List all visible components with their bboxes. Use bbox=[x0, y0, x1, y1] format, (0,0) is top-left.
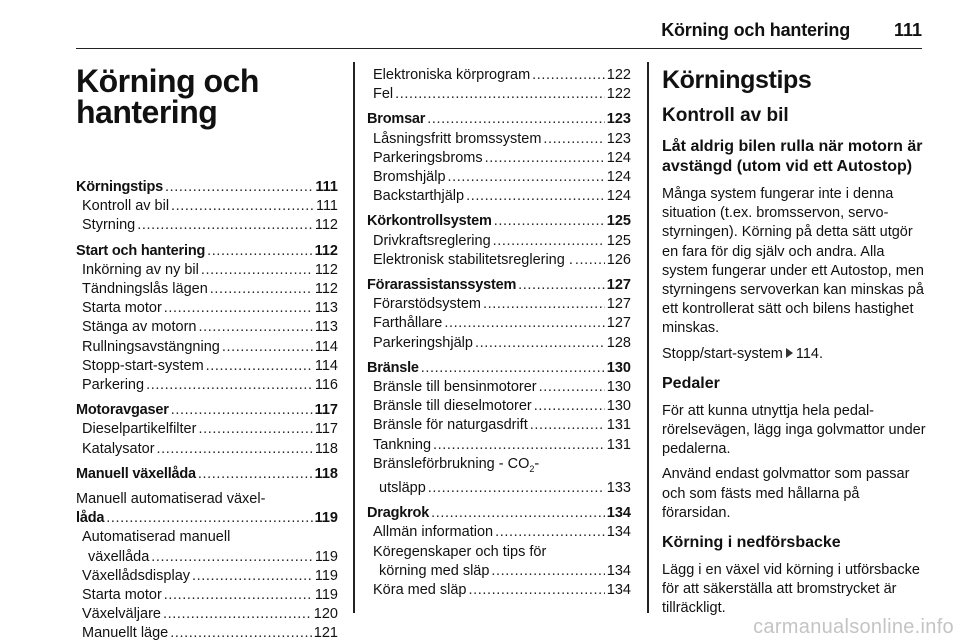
toc-entry[interactable] bbox=[367, 251, 631, 270]
topic-heading: Pedaler bbox=[662, 374, 720, 392]
page-reference-arrow-icon bbox=[786, 348, 793, 358]
toc-entry[interactable] bbox=[76, 376, 338, 395]
toc-section-entry[interactable] bbox=[76, 242, 338, 261]
toc-entry-page: 119 bbox=[314, 587, 338, 604]
toc-entry-page: 125 bbox=[606, 232, 631, 249]
toc-entry-page: 123 bbox=[606, 111, 631, 128]
toc-entry[interactable] bbox=[367, 85, 631, 104]
toc-list bbox=[76, 490, 338, 567]
dot-leader bbox=[421, 359, 605, 378]
toc-entry-title: Starta motor bbox=[82, 587, 162, 604]
toc-entry-title: Bromshjälp bbox=[373, 169, 446, 186]
toc-column-2 bbox=[367, 66, 631, 600]
toc-entry-page: 126 bbox=[606, 251, 631, 268]
toc-entry-title: Katalysator bbox=[82, 440, 155, 457]
dot-leader bbox=[444, 314, 604, 333]
toc-entry[interactable] bbox=[76, 261, 338, 280]
toc-entry-title: Bränsle för naturgasdrift bbox=[373, 417, 528, 434]
dot-leader bbox=[448, 168, 605, 187]
dot-leader bbox=[431, 504, 605, 523]
toc-entry[interactable] bbox=[367, 130, 631, 149]
dot-leader bbox=[483, 295, 605, 314]
subsection-heading: Kontroll av bil bbox=[662, 105, 789, 126]
toc-list bbox=[367, 66, 631, 455]
toc-entry-title: Parkering bbox=[82, 377, 145, 394]
toc-entry[interactable] bbox=[367, 416, 631, 435]
toc-entry[interactable] bbox=[76, 440, 338, 459]
dot-leader bbox=[466, 187, 605, 206]
toc-entry-title: Elektroniska körprogram bbox=[373, 67, 531, 83]
toc-entry[interactable] bbox=[367, 436, 631, 455]
dot-leader bbox=[192, 567, 313, 586]
dot-leader bbox=[164, 299, 313, 318]
toc-entry[interactable] bbox=[367, 232, 631, 251]
toc-section-entry[interactable] bbox=[367, 276, 631, 295]
page-header bbox=[76, 14, 922, 49]
toc-entry[interactable] bbox=[367, 314, 631, 333]
toc-entry-title: Bromsar bbox=[367, 111, 426, 128]
toc-entry-page: 118 bbox=[314, 440, 338, 457]
running-header-title: Körning och hantering bbox=[661, 20, 850, 40]
section-heading: Körningstips bbox=[662, 66, 812, 94]
toc-entry-page: 121 bbox=[313, 625, 338, 642]
toc-entry-title: Körkontrollsystem bbox=[367, 213, 492, 230]
toc-section-entry[interactable] bbox=[76, 401, 338, 420]
toc-entry-page: 112 bbox=[314, 217, 338, 234]
toc-entry-page: 130 bbox=[606, 359, 631, 376]
toc-entry-page: 112 bbox=[314, 281, 338, 298]
dot-leader bbox=[206, 357, 313, 376]
toc-section-entry[interactable] bbox=[76, 178, 338, 197]
toc-entry[interactable] bbox=[76, 624, 338, 643]
dot-leader bbox=[171, 197, 314, 216]
dot-leader bbox=[146, 376, 313, 395]
toc-entry-page: 119 bbox=[314, 567, 338, 584]
toc-entry-title: Köra med släp bbox=[373, 581, 467, 598]
toc-entry-page: 117 bbox=[314, 402, 338, 419]
dot-leader bbox=[469, 581, 605, 600]
dot-leader bbox=[433, 436, 605, 455]
toc-entry-title: Manuellt läge bbox=[82, 625, 169, 642]
cross-reference-link[interactable]: 114. bbox=[795, 345, 824, 362]
dot-leader bbox=[201, 261, 313, 280]
toc-entry-title: Fel bbox=[373, 86, 394, 103]
toc-entry[interactable] bbox=[76, 280, 338, 299]
toc-entry-title: Växelväljare bbox=[82, 606, 161, 623]
toc-entry-page: 114 bbox=[314, 338, 338, 355]
watermark: carmanualsonline.info bbox=[753, 616, 954, 638]
topic-heading: Låt aldrig bilen rulla när motorn är avstängd (utom vid ett Autostop) bbox=[662, 138, 923, 175]
dot-leader bbox=[198, 420, 312, 439]
dot-leader bbox=[198, 465, 313, 484]
toc-list bbox=[367, 543, 631, 581]
body-paragraph: Lägg i en växel vid körning i utförsbacke för att säkerställa att bromstrycket är tillräckligt. bbox=[662, 562, 920, 617]
toc-entry-title: Växellådsdisplay bbox=[82, 567, 191, 584]
toc-entry-title: Bränsle till bensinmotorer bbox=[373, 379, 537, 396]
body-paragraph: För att kunna utnyttja hela pedalrörelsevägen, lägg inga golvmattor under pedalerna. bbox=[662, 402, 926, 458]
toc-entry-page: 131 bbox=[606, 417, 631, 434]
toc-entry-title: Dragkrok bbox=[367, 505, 430, 522]
toc-entry-title: Starta motor bbox=[82, 300, 162, 317]
dot-leader bbox=[210, 280, 313, 299]
toc-list bbox=[76, 567, 338, 644]
dot-leader bbox=[495, 523, 605, 542]
toc-entry-page: 124 bbox=[606, 169, 631, 186]
toc-entry[interactable] bbox=[367, 295, 631, 314]
toc-entry[interactable] bbox=[367, 581, 631, 600]
toc-entry-title: Drivkraftsreglering bbox=[373, 232, 491, 249]
dot-leader bbox=[539, 378, 605, 397]
dot-leader bbox=[163, 605, 312, 624]
toc-entry[interactable] bbox=[367, 397, 631, 416]
toc-entry-title: Allmän information bbox=[373, 524, 494, 541]
toc-entry[interactable] bbox=[367, 149, 631, 168]
toc-entry-title: Manuell växellåda bbox=[76, 465, 196, 482]
toc-entry-page: 124 bbox=[606, 149, 631, 166]
toc-entry-page: 131 bbox=[606, 436, 631, 453]
dot-leader bbox=[485, 149, 605, 168]
toc-entry[interactable] bbox=[76, 299, 338, 318]
toc-list bbox=[367, 504, 631, 542]
toc-entry[interactable] bbox=[367, 187, 631, 206]
toc-entry[interactable] bbox=[76, 567, 338, 586]
toc-entry-title: Styrning bbox=[82, 217, 136, 234]
toc-entry-title: Backstarthjälp bbox=[373, 188, 465, 205]
toc-list bbox=[367, 581, 631, 600]
toc-entry-title: Kontroll av bil bbox=[82, 198, 170, 215]
toc-entry[interactable] bbox=[367, 66, 631, 85]
toc-entry-page: 117 bbox=[314, 421, 338, 438]
dot-leader bbox=[170, 624, 312, 643]
toc-column-1 bbox=[76, 63, 338, 644]
dot-leader bbox=[532, 66, 605, 85]
toc-entry-page: 122 bbox=[606, 67, 631, 83]
body-paragraph: Många system fungerar inte i denna situation (t.ex. bromsservon, servostyrningen). Körning på detta sätt utgör en fara för dig själv och andra. Alla system fungerar under ett Autostop, men styrningens servoverkan kan minskas på ett kontrollerat sätt och bilens hastighet minskas. bbox=[662, 186, 924, 337]
toc-entry-title: Förarassistanssystem bbox=[367, 277, 517, 294]
toc-entry-page: 127 bbox=[606, 315, 631, 332]
toc-section-entry[interactable] bbox=[367, 110, 631, 129]
toc-entry-page: 112 bbox=[314, 242, 338, 259]
dot-leader bbox=[575, 251, 605, 270]
content-column bbox=[662, 66, 927, 625]
toc-entry-title: Tankning bbox=[373, 436, 432, 453]
cross-reference-paragraph: Stopp/start-system 114. bbox=[662, 345, 824, 362]
toc-entry[interactable] bbox=[367, 523, 631, 542]
toc-entry[interactable] bbox=[76, 586, 338, 605]
toc-entry-page: 125 bbox=[606, 213, 631, 230]
toc-entry[interactable] bbox=[76, 357, 338, 376]
dot-leader bbox=[165, 178, 313, 197]
toc-entry-page: 113 bbox=[314, 300, 338, 317]
dot-leader bbox=[222, 338, 313, 357]
toc-entry-page: 134 bbox=[606, 524, 631, 541]
column-divider bbox=[353, 62, 355, 613]
toc-entry-page: 111 bbox=[315, 179, 338, 195]
toc-entry-page: 111 bbox=[315, 198, 338, 215]
toc-entry-title: Parkeringshjälp bbox=[373, 334, 473, 351]
body-paragraph: Använd endast golvmattor som passar och som fästs med hållarna på förarsidan. bbox=[662, 466, 910, 521]
toc-entry-title: Förarstödsystem bbox=[373, 296, 481, 313]
toc-entry-title: Start och hantering bbox=[76, 242, 206, 259]
toc-entry-title: Dieselpartikelfilter bbox=[82, 421, 197, 438]
toc-entry-page: 114 bbox=[314, 357, 338, 374]
toc-entry-title: Rullningsavstängning bbox=[82, 338, 220, 355]
dot-leader bbox=[493, 232, 605, 251]
chapter-title: Körning och hantering bbox=[76, 63, 259, 130]
dot-leader bbox=[543, 130, 604, 149]
toc-entry-title: Farthållare bbox=[373, 315, 443, 332]
toc-entry[interactable] bbox=[367, 168, 631, 187]
toc-entry-page: 120 bbox=[313, 606, 338, 623]
toc-entry-page: 130 bbox=[606, 398, 631, 415]
toc-section-entry[interactable] bbox=[367, 212, 631, 231]
toc-entry[interactable] bbox=[76, 338, 338, 357]
page-number: 111 bbox=[893, 20, 922, 40]
toc-entry[interactable] bbox=[367, 334, 631, 353]
toc-entry-page: 122 bbox=[606, 86, 631, 103]
dot-leader bbox=[198, 318, 312, 337]
toc-section-entry[interactable] bbox=[367, 504, 631, 523]
dot-leader bbox=[171, 401, 313, 420]
dot-leader bbox=[207, 242, 312, 261]
toc-entry-page: 118 bbox=[314, 465, 338, 482]
toc-entry-title: Stänga av motorn bbox=[82, 319, 197, 336]
toc-entry-page: 127 bbox=[606, 296, 631, 313]
dot-leader bbox=[164, 586, 313, 605]
toc-entry[interactable]: Köregenskaper och tips för körning med släp ..... 134 bbox=[367, 543, 631, 581]
dot-leader bbox=[494, 212, 605, 231]
toc-entry-title: Parkeringsbroms bbox=[373, 149, 483, 166]
toc-entry-page: 113 bbox=[314, 319, 338, 336]
toc-entry-page: 128 bbox=[606, 334, 631, 351]
dot-leader bbox=[427, 110, 605, 129]
toc-entry-page: 134 bbox=[606, 505, 631, 522]
toc-section-entry[interactable] bbox=[367, 359, 631, 378]
toc-entry[interactable] bbox=[76, 605, 338, 624]
toc-section-entry[interactable]: Manuell automatiserad växel- låda ..... 119 bbox=[76, 490, 338, 528]
toc-entry[interactable] bbox=[76, 216, 338, 235]
dot-leader bbox=[157, 440, 313, 459]
topic-heading: Körning i nedförsbacke bbox=[662, 534, 841, 552]
dot-leader bbox=[395, 85, 605, 104]
toc-entry[interactable] bbox=[76, 420, 338, 439]
toc-entry-title: Bränsle till dieselmotorer bbox=[373, 398, 532, 415]
toc-entry[interactable]: Automatiserad manuell växellåda ..... 119 bbox=[76, 528, 338, 566]
toc-entry[interactable] bbox=[76, 197, 338, 216]
toc-list bbox=[367, 455, 631, 498]
dot-leader bbox=[137, 216, 313, 235]
toc-entry[interactable] bbox=[367, 378, 631, 397]
toc-entry-title: Motoravgaser bbox=[76, 402, 169, 419]
toc-entry-title: Elektronisk stabilitetsreglering . bbox=[373, 251, 573, 268]
dot-leader bbox=[530, 416, 605, 435]
dot-leader bbox=[534, 397, 605, 416]
toc-entry-title: Låsningsfritt bromssystem bbox=[373, 130, 542, 147]
toc-entry-title: Stopp-start-system bbox=[82, 357, 204, 374]
toc-entry-page: 127 bbox=[606, 277, 631, 294]
toc-entry-title: Körningstips bbox=[76, 179, 164, 195]
dot-leader bbox=[518, 276, 605, 295]
column-divider bbox=[647, 62, 649, 613]
dot-leader bbox=[475, 334, 605, 353]
toc-entry-title: Bränsle bbox=[367, 359, 419, 376]
toc-entry-page: 116 bbox=[314, 377, 338, 394]
toc-entry-page: 130 bbox=[606, 379, 631, 396]
toc-entry[interactable]: Bränsleförbrukning - $CO_2-$ utsläpp ..... 133 bbox=[367, 455, 631, 498]
toc-entry-title: Tändningslås lägen bbox=[82, 281, 208, 298]
toc-list bbox=[76, 178, 338, 484]
toc-entry-page: 112 bbox=[314, 261, 338, 278]
toc-entry-title: Inkörning av ny bil bbox=[82, 261, 199, 278]
toc-entry[interactable] bbox=[76, 318, 338, 337]
toc-section-entry[interactable] bbox=[76, 465, 338, 484]
toc-entry-page: 123 bbox=[606, 130, 631, 147]
toc-entry-page: 134 bbox=[606, 581, 631, 598]
toc-entry-page: 124 bbox=[606, 188, 631, 205]
